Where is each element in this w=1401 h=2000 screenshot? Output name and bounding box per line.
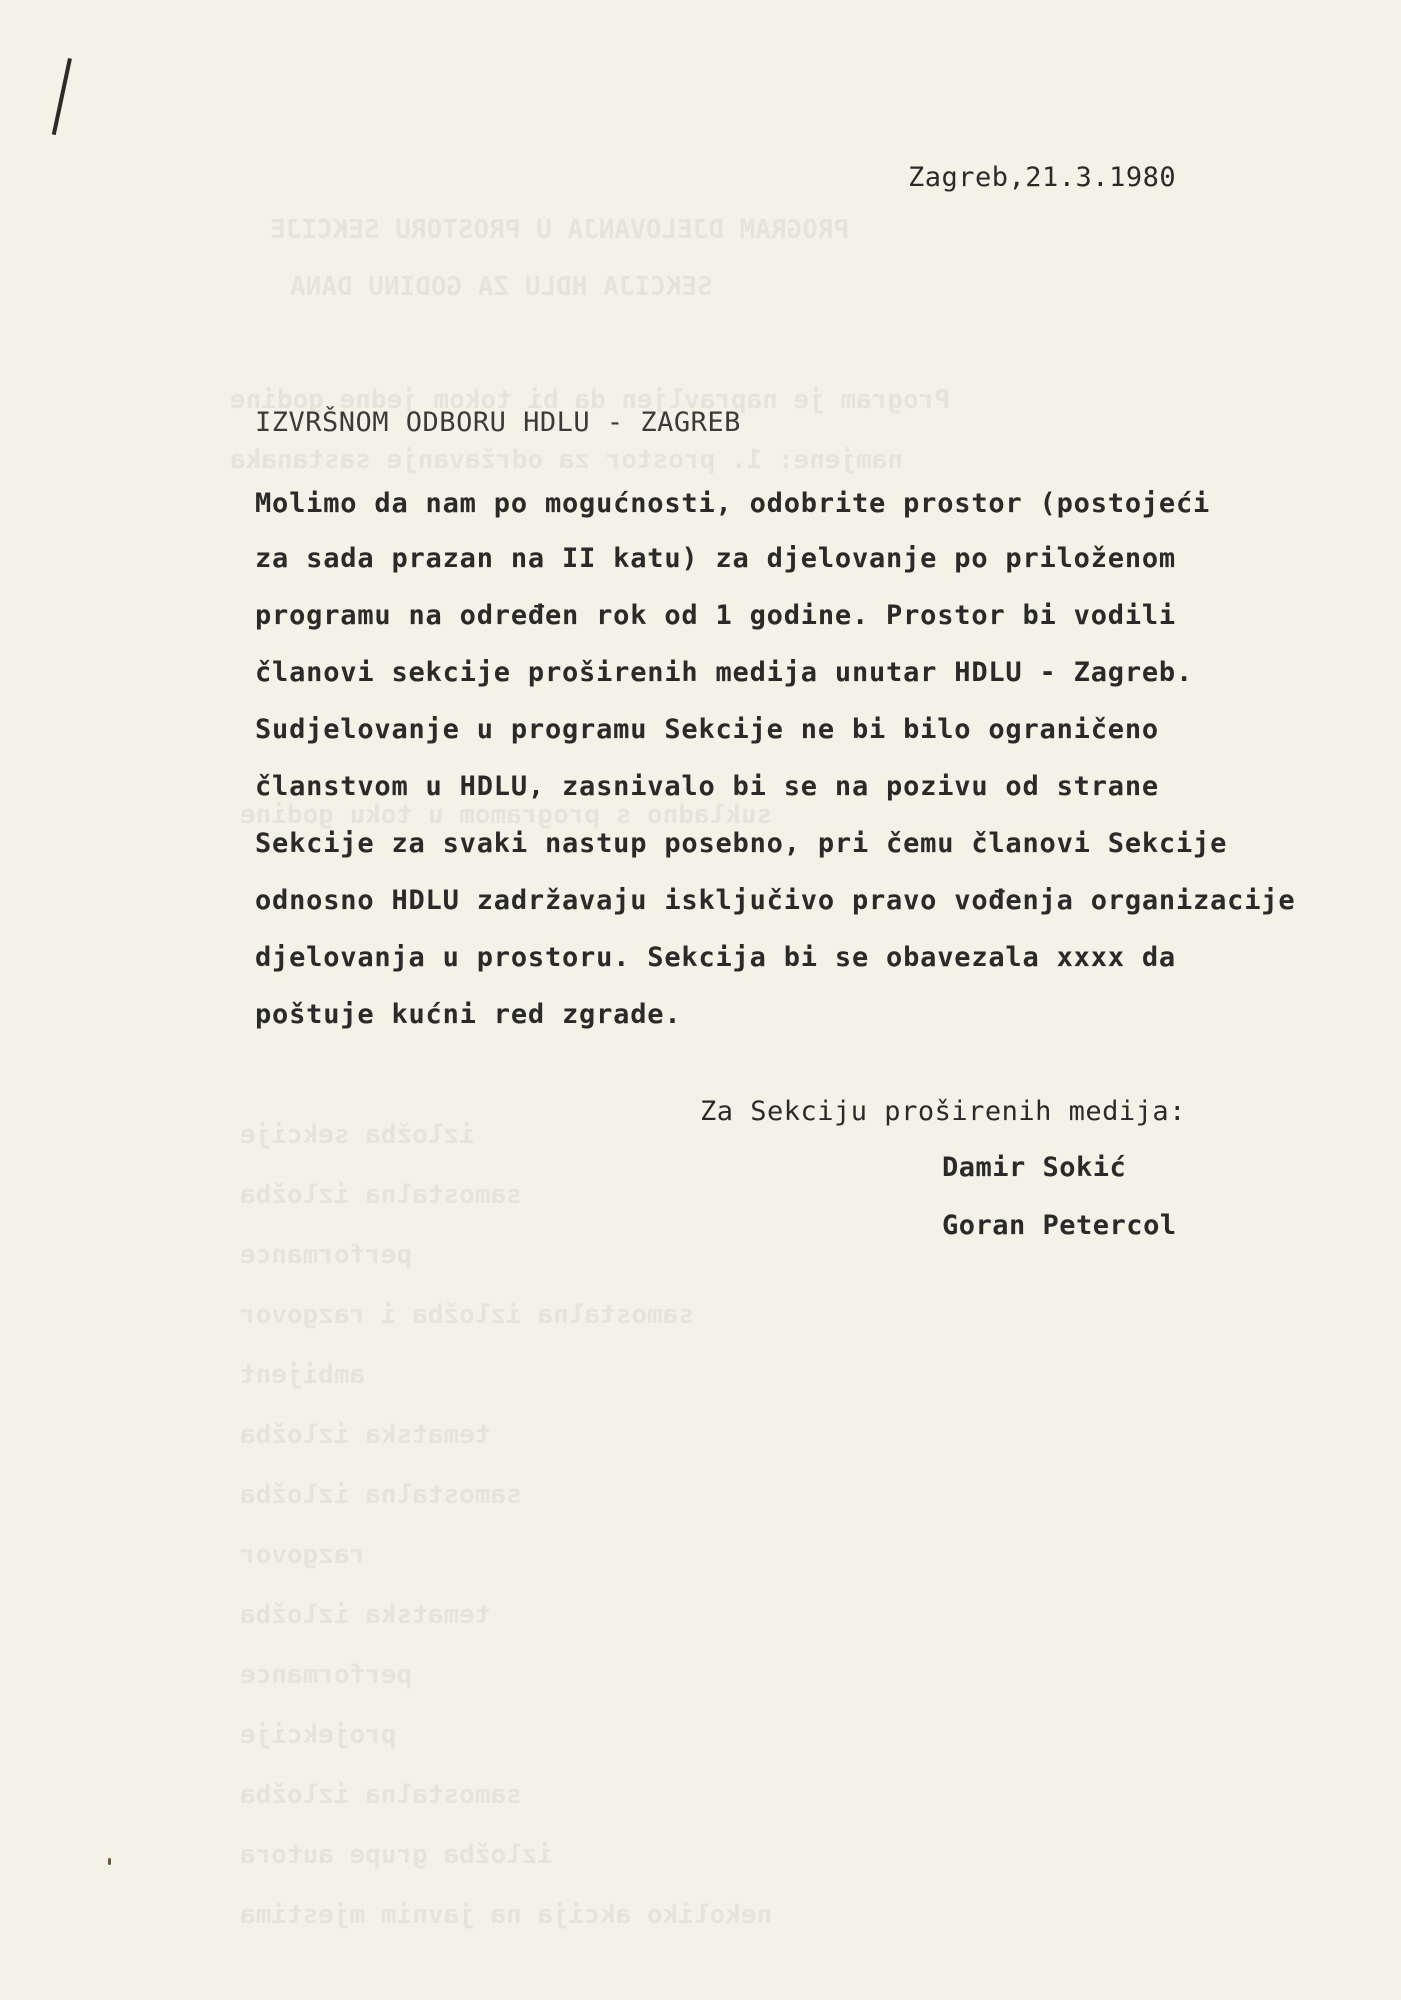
- letter-recipient: IZVRŠNOM ODBORU HDLU - ZAGREB: [255, 407, 741, 438]
- body-line: Molimo da nam po mogućnosti, odobrite prostor (postojeći: [255, 488, 1211, 519]
- handwritten-pen-mark: [52, 58, 72, 135]
- letter-date: Zagreb,21.3.1980: [908, 162, 1177, 193]
- body-line: poštuje kućni red zgrade.: [255, 999, 682, 1030]
- signature-heading: Za Sekciju proširenih medija:: [700, 1096, 1186, 1127]
- bleed-through-text: PROGRAM DJELOVANJA U PROSTORU SEKCIJE SEKCIJA HDLU ZA GODINU DANA Program je napravljen da bi tokom jedne godine namjene: 1. prostor za održavanje sastanaka sukladno s programom u toku godine izložba sekcije samostalna izložba performance samostalna izložba i razgovor ambijent tematska izložba samostalna izložba razgovor tematska izložba performance projekcije samostalna izložba izložba grupe autora nekoliko akcija na javnim mjestima: [230, 215, 951, 1930]
- body-line: Sudjelovanje u programu Sekcije ne bi bilo ograničeno: [255, 714, 1159, 745]
- paper-speck: [108, 1858, 111, 1865]
- body-line: Sekcije za svaki nastup posebno, pri čemu članovi Sekcije: [255, 828, 1228, 859]
- signatory-name: Damir Sokić: [942, 1152, 1127, 1183]
- body-line: programu na određen rok od 1 godine. Prostor bi vodili: [255, 600, 1176, 631]
- body-line: za sada prazan na II katu) za djelovanje po priloženom: [255, 543, 1176, 574]
- body-line: djelovanja u prostoru. Sekcija bi se obavezala xxxx da: [255, 942, 1176, 973]
- body-line: članstvom u HDLU, zasnivalo bi se na pozivu od strane: [255, 771, 1159, 802]
- body-line: odnosno HDLU zadržavaju isključivo pravo vođenja organizacije: [255, 885, 1296, 916]
- signatory-name: Goran Petercol: [942, 1210, 1177, 1241]
- body-line: članovi sekcije proširenih medija unutar HDLU - Zagreb.: [255, 657, 1194, 688]
